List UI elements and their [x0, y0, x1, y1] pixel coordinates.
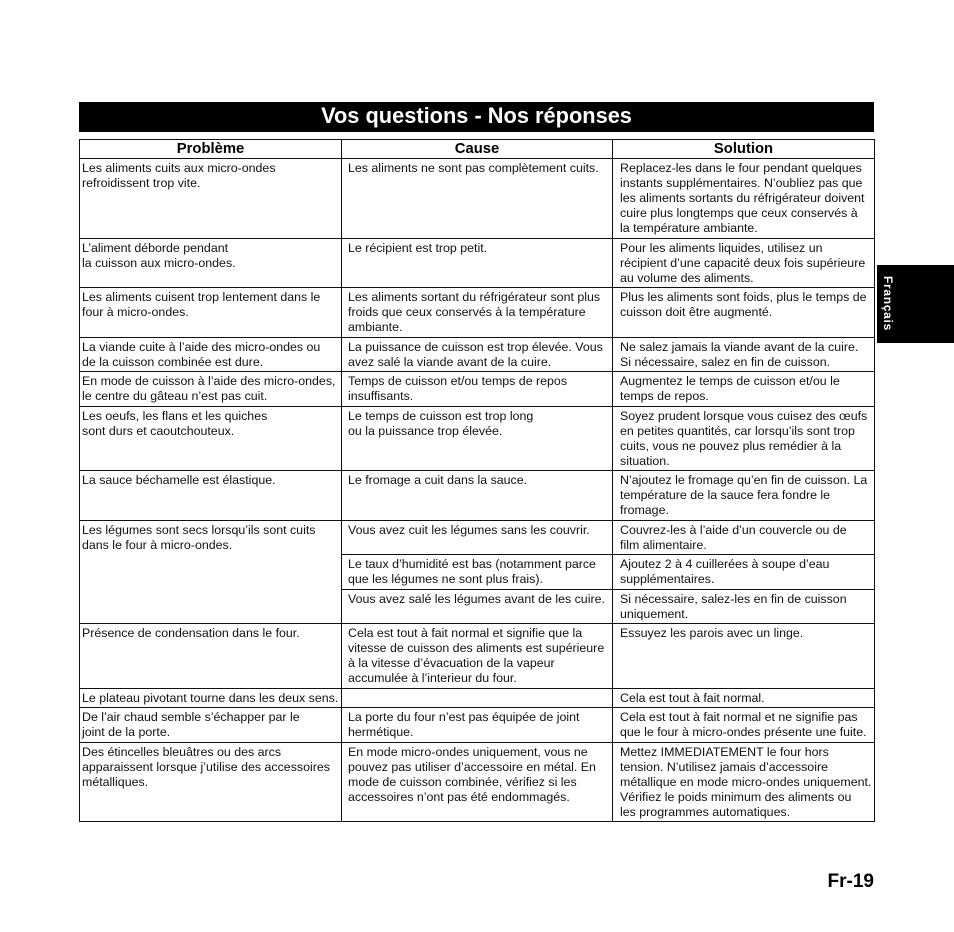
qa-table	[79, 139, 875, 822]
cause-cell: Le temps de cuisson est trop long ou la puissance trop élevée.	[342, 406, 613, 471]
solution-cell: Ajoutez 2 à 4 cuillerées à soupe d’eau supplémentaires.	[613, 555, 875, 590]
cause-cell: Vous avez salé les légumes avant de les cuire.	[342, 589, 613, 624]
cause-cell: La puissance de cuisson est trop élevée. Vous avez salé la viande avant de la cuire.	[342, 337, 613, 372]
cause-cell: Le fromage a cuit dans la sauce.	[342, 471, 613, 521]
solution-cell: Essuyez les parois avec un linge.	[613, 624, 875, 689]
solution-cell: Couvrez-les à l’aide d’un couvercle ou de film alimentaire.	[613, 520, 875, 555]
cause-cell	[342, 688, 613, 708]
solution-cell: Si nécessaire, salez-les en fin de cuisson uniquement.	[613, 589, 875, 624]
table-row	[80, 238, 875, 288]
table-row	[80, 688, 875, 708]
solution-cell: Mettez IMMEDIATEMENT le four hors tension. N’utilisez jamais d’accessoire métallique en mode micro-ondes uniquement. Vérifiez le poids minimum des aliments ou les programmes automatiques.	[613, 742, 875, 822]
table-row	[80, 624, 875, 689]
column-header-cause: Cause	[342, 140, 613, 159]
table-row	[80, 372, 875, 407]
column-header-solution: Solution	[613, 140, 875, 159]
solution-cell: Pour les aliments liquides, utilisez un récipient d’une capacité deux fois supérieure au volume des aliments.	[613, 238, 875, 288]
table-row	[80, 471, 875, 521]
solution-cell: Replacez-les dans le four pendant quelques instants supplémentaires. N’oubliez pas que les aliments sortants du réfrigérateur doivent cuire plus longtemps que ceux conservés à la température ambiante.	[613, 159, 875, 239]
cause-cell: Temps de cuisson et/ou temps de repos insuffisants.	[342, 372, 613, 407]
table-row	[80, 159, 875, 239]
problem-cell: Les aliments cuisent trop lentement dans le four à micro-ondes.	[80, 288, 342, 338]
problem-cell: En mode de cuisson à l’aide des micro-ondes, le centre du gâteau n’est pas cuit.	[80, 372, 342, 407]
solution-cell: Soyez prudent lorsque vous cuisez des œufs en petites quantités, car lorsqu’ils sont trop cuits, vous ne pouvez plus remédier à la situation.	[613, 406, 875, 471]
header-row	[80, 140, 875, 159]
column-header-probleme: Problème	[80, 140, 342, 159]
cause-cell: Le taux d’humidité est bas (notamment parce que les légumes ne sont plus frais).	[342, 555, 613, 590]
table-row	[80, 337, 875, 372]
solution-cell: Plus les aliments sont foids, plus le temps de cuisson doit être augmenté.	[613, 288, 875, 338]
solution-cell: Ne salez jamais la viande avant de la cuire. Si nécessaire, salez en fin de cuisson.	[613, 337, 875, 372]
cause-cell: Les aliments ne sont pas complètement cuits.	[342, 159, 613, 239]
table-row	[80, 708, 875, 743]
table-row	[80, 406, 875, 471]
cause-cell: Cela est tout à fait normal et signifie que la vitesse de cuisson des aliments est supérieure à la vitesse d’évacuation de la vapeur accumulée à l’interieur du four.	[342, 624, 613, 689]
problem-cell: L’aliment déborde pendant la cuisson aux micro-ondes.	[80, 238, 342, 288]
cause-cell: Le récipient est trop petit.	[342, 238, 613, 288]
problem-cell: La viande cuite à l’aide des micro-ondes ou de la cuisson combinée est dure.	[80, 337, 342, 372]
problem-cell: Les légumes sont secs lorsqu’ils sont cuits dans le four à micro-ondes.	[80, 520, 342, 624]
language-tab-label: Français	[881, 276, 895, 331]
problem-cell: Les aliments cuits aux micro-ondes refroidissent trop vite.	[80, 159, 342, 239]
solution-cell: Augmentez le temps de cuisson et/ou le temps de repos.	[613, 372, 875, 407]
qa-table-body	[80, 159, 875, 822]
problem-cell: Les oeufs, les flans et les quiches sont durs et caoutchouteux.	[80, 406, 342, 471]
table-row	[80, 742, 875, 822]
page-title: Vos questions - Nos réponses	[321, 103, 632, 128]
table-row	[80, 288, 875, 338]
table-row	[80, 520, 875, 555]
solution-cell: Cela est tout à fait normal.	[613, 688, 875, 708]
page-number: Fr-19	[827, 871, 874, 892]
cause-cell: Vous avez cuit les légumes sans les couvrir.	[342, 520, 613, 555]
cause-cell: La porte du four n’est pas équipée de joint hermétique.	[342, 708, 613, 743]
problem-cell: Le plateau pivotant tourne dans les deux sens.	[80, 688, 342, 708]
cause-cell: En mode micro-ondes uniquement, vous ne pouvez pas utiliser d’accessoire en métal. En mode de cuisson combinée, vérifiez si les accessoires n’ont pas été endommagés.	[342, 742, 613, 822]
problem-cell: La sauce béchamelle est élastique.	[80, 471, 342, 521]
qa-table-head	[80, 140, 875, 159]
language-tab	[877, 265, 954, 343]
solution-cell: Cela est tout à fait normal et ne signifie pas que le four à micro-ondes présente une fuite.	[613, 708, 875, 743]
cause-cell: Les aliments sortant du réfrigérateur sont plus froids que ceux conservés à la température ambiante.	[342, 288, 613, 338]
problem-cell: Des étincelles bleuâtres ou des arcs apparaissent lorsque j’utilise des accessoires métalliques.	[80, 742, 342, 822]
page-title-bar	[79, 102, 874, 132]
problem-cell: Présence de condensation dans le four.	[80, 624, 342, 689]
solution-cell: N’ajoutez le fromage qu’en fin de cuisson. La température de la sauce fera fondre le fromage.	[613, 471, 875, 521]
problem-cell: De l’air chaud semble s’échapper par le joint de la porte.	[80, 708, 342, 743]
